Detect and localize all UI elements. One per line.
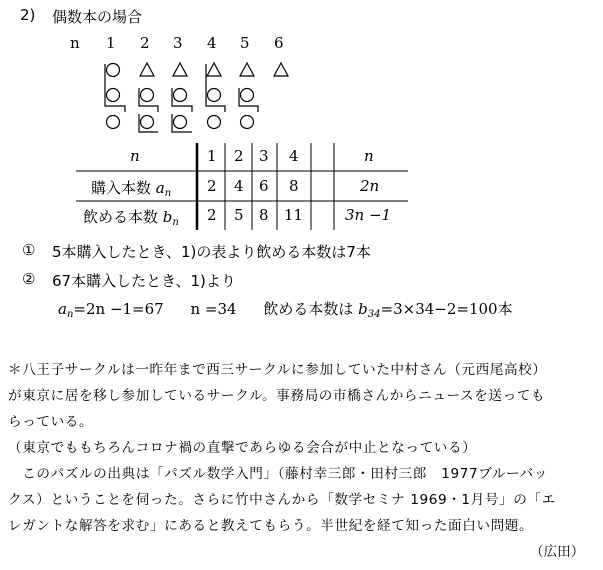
note-line: このパズルの出典は「パズル数学入門」（藤村幸三郎・田村三郎 1977ブルーバッ: [8, 466, 548, 482]
section-title: 偶数本の場合: [52, 8, 143, 26]
table-header-col: 4: [289, 147, 299, 165]
note-line: が東京に居を移し参加しているサークル。事務局の市橋さんからニュースを送っても: [8, 388, 546, 404]
item-text-2: 67本購入したとき、1)より: [52, 272, 236, 290]
table-cell: 11: [284, 206, 304, 224]
table-cell: 2: [207, 206, 217, 224]
table-header-col: 2: [234, 147, 244, 165]
signature: （広田）: [530, 544, 585, 560]
n-value-6: 6: [274, 34, 284, 52]
item-text-1: 5本購入したとき、1)の表より飲める本数は7本: [52, 243, 371, 261]
n-value-4: 4: [207, 34, 217, 52]
table-header-col: 3: [259, 147, 269, 165]
formula-line: $a_n=2n -1=67$ n =34 飲める本数は $b_{34}=3\times 34-2=100$本: [58, 300, 513, 320]
table-header-col: 1: [207, 147, 217, 165]
note-line: らっている。: [8, 414, 94, 430]
section-number: 2): [20, 6, 36, 24]
table-header-n: n: [130, 147, 140, 165]
item-mark-1: ①: [22, 241, 36, 259]
table-row-label: 飲める本数 $b_n$: [83, 208, 179, 228]
table-cell: 8: [259, 206, 269, 224]
table-cell: 5: [234, 206, 244, 224]
n-value-5: 5: [240, 34, 250, 52]
table-cell: 4: [234, 177, 244, 195]
note-line: レガントな解答を求む」にあると教えてもらう。半世紀を経て知った面白い問題。: [8, 518, 534, 534]
table-cell: 6: [259, 177, 269, 195]
n-label: n: [70, 34, 80, 52]
sequence-table: [0, 0, 603, 240]
table-header-general: n: [364, 147, 374, 165]
note-line: ＊八王子サークルは一昨年まで西三サークルに参加していた中村さん（元西尾高校）: [8, 362, 547, 378]
note-line: クス）ということを伺った。さらに竹中さんから「数学セミナ 1969・1月号」の「エ: [8, 492, 556, 508]
table-cell: 8: [289, 177, 299, 195]
table-cell: 2: [207, 177, 217, 195]
item-mark-2: ②: [22, 270, 36, 288]
n-value-1: 1: [106, 34, 116, 52]
table-cell-general: 2n: [360, 177, 380, 195]
table-row-label: 購入本数 $a_n$: [91, 179, 172, 199]
table-cell-general: 3n −1: [345, 206, 392, 224]
note-line: （東京でももちろんコロナ禍の直撃であらゆる会合が中止となっている）: [8, 440, 477, 456]
n-value-2: 2: [140, 34, 150, 52]
n-value-3: 3: [173, 34, 183, 52]
